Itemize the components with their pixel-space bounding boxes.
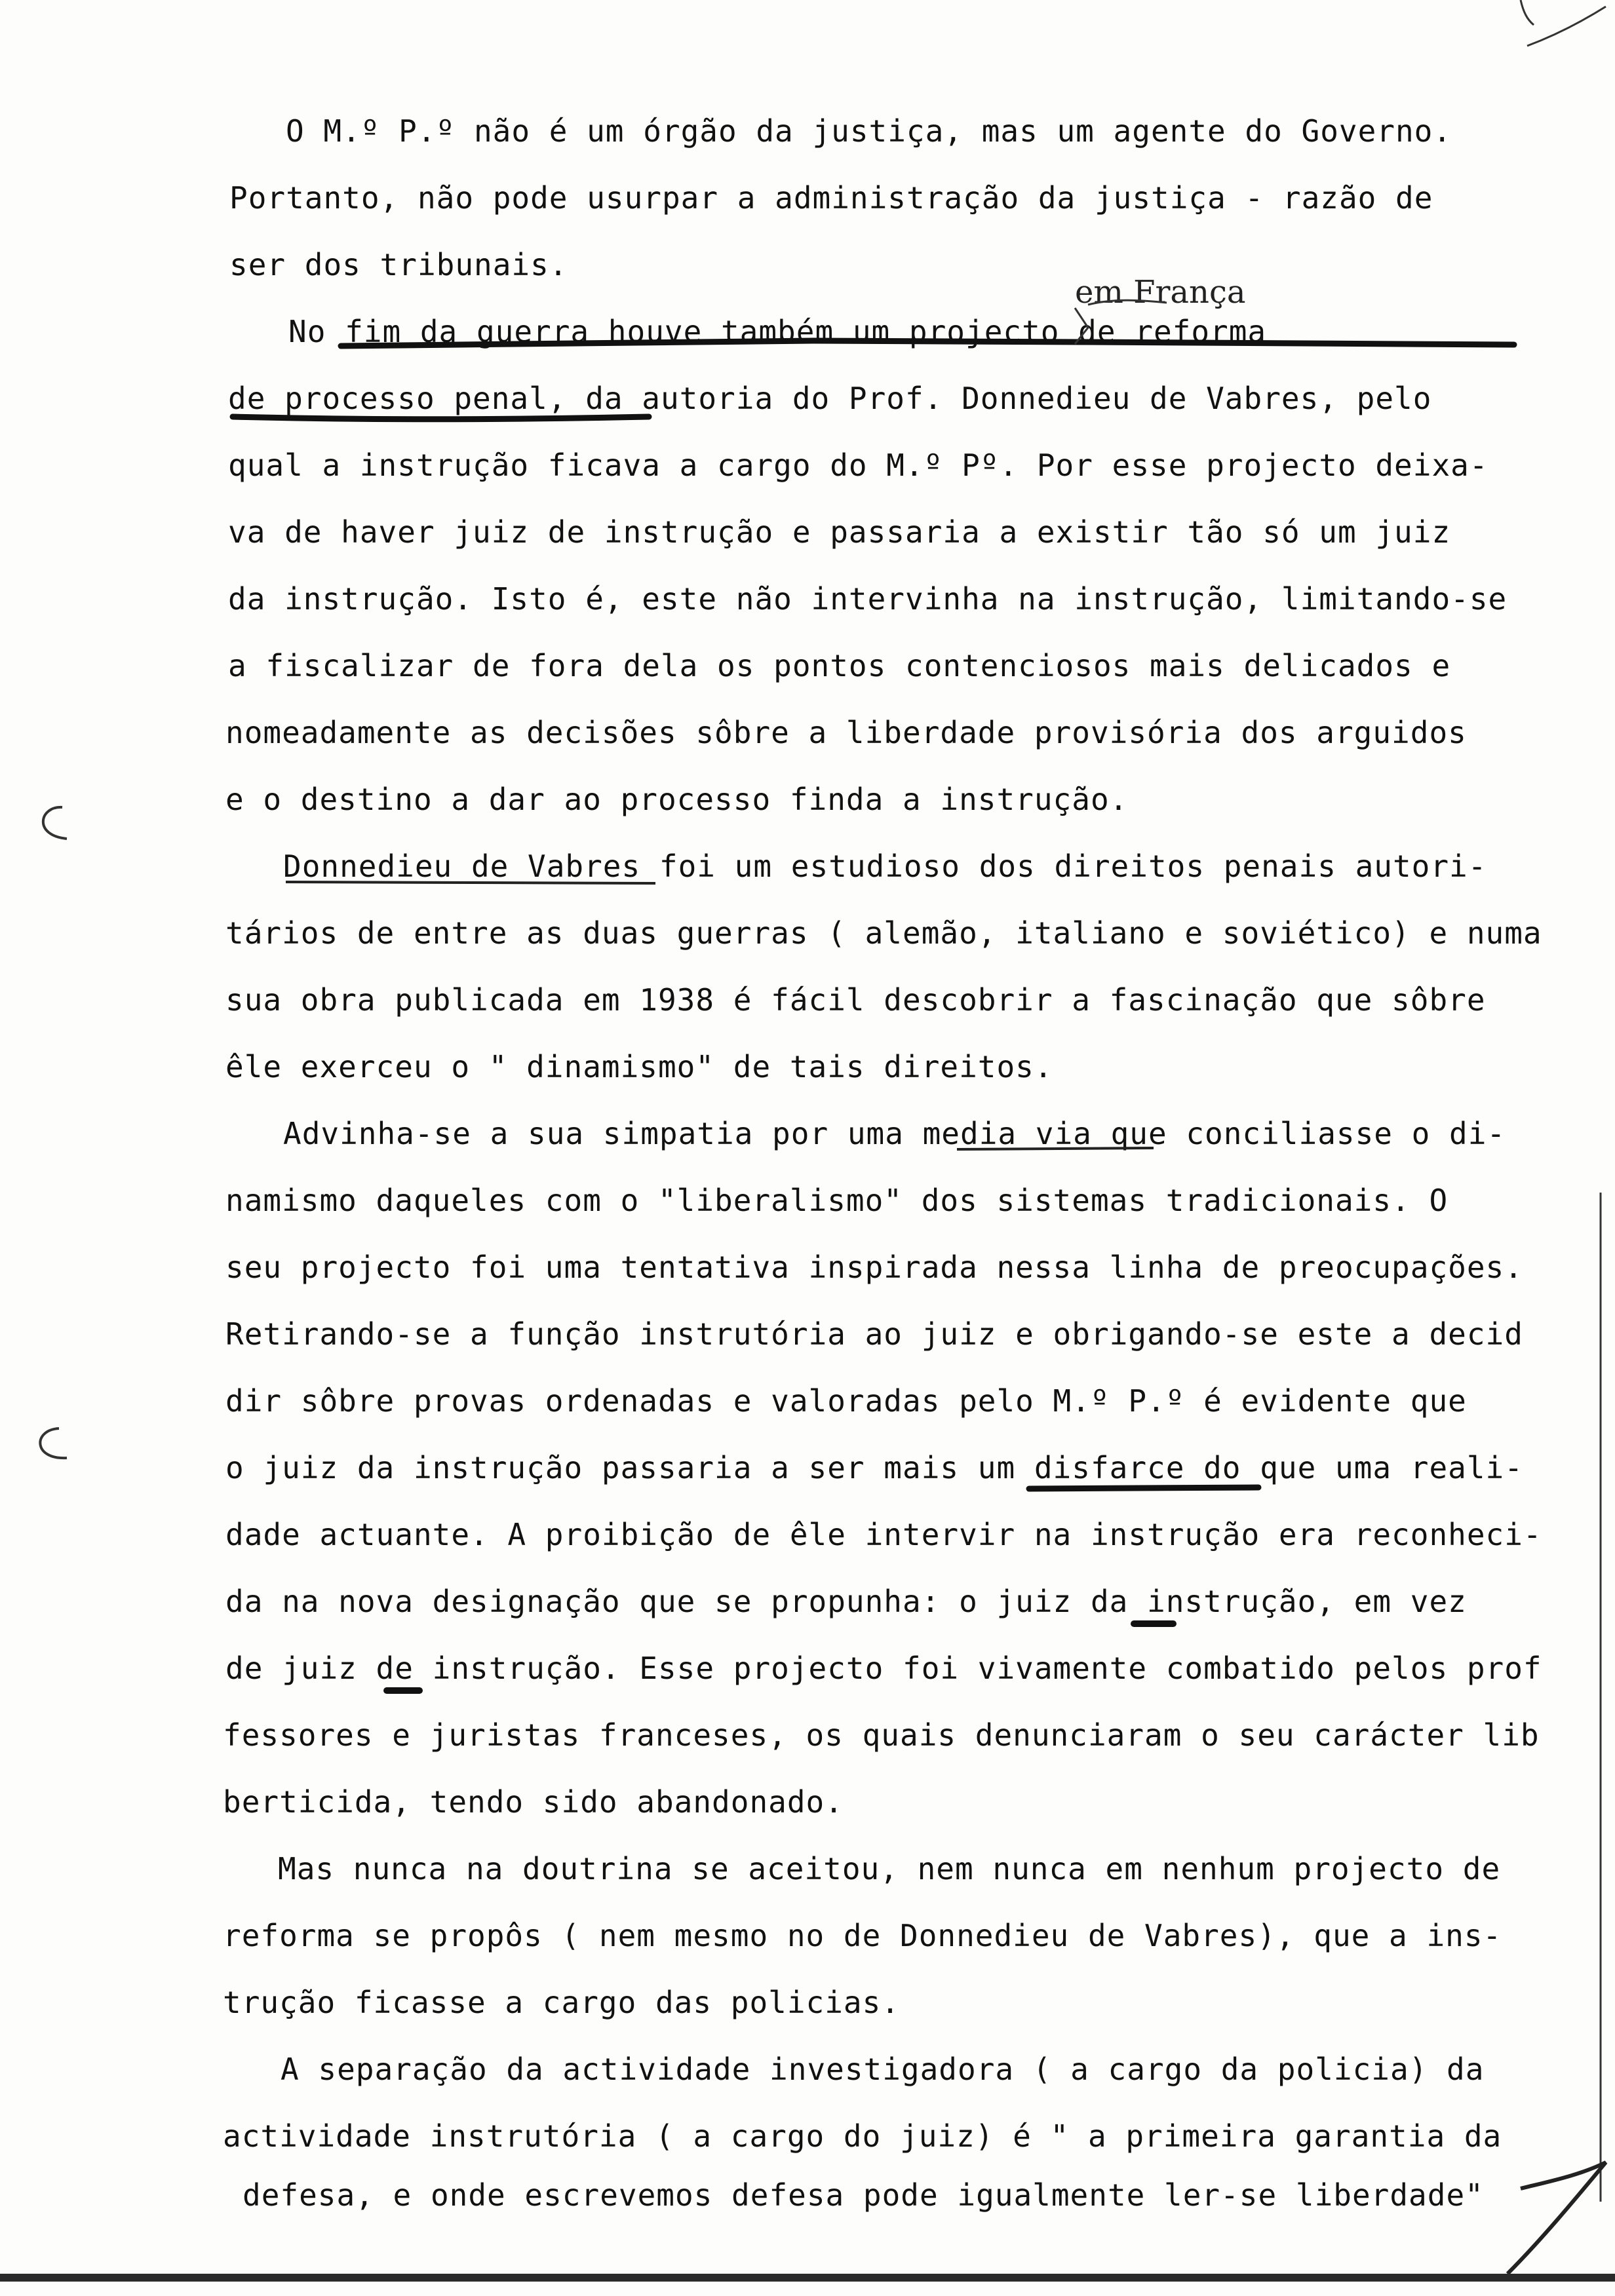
- text-line: de processo penal, da autoria do Prof. Donnedieu de Vabres, pelo: [228, 381, 1432, 416]
- scan-bottom-edge: [0, 2274, 1615, 2282]
- handwritten-insert: em França: [1075, 274, 1246, 311]
- text-line: da na nova designação que se propunha: o juiz da instrução, em vez: [225, 1584, 1467, 1619]
- text-line: va de haver juiz de instrução e passaria a existir tão só um juiz: [228, 514, 1451, 550]
- corner-scribble: [1508, 2162, 1606, 2274]
- text-line: o juiz da instrução passaria a ser mais um disfarce do que uma reali-: [225, 1450, 1523, 1485]
- text-line: berticida, tendo sido abandonado.: [223, 1784, 844, 1820]
- text-line: Mas nunca na doutrina se aceitou, nem nunca em nenhum projecto de: [278, 1851, 1501, 1886]
- text-line: actividade instrutória ( a cargo do juiz) é " a primeira garantia da: [223, 2118, 1502, 2154]
- punch-hole-icon: [26, 1422, 72, 1468]
- punch-hole-icon: [26, 799, 72, 845]
- text-line: dade actuante. A proibição de êle intervir na instrução era reconheci-: [225, 1517, 1542, 1552]
- text-line: No fim da guerra houve também um projecto de reforma: [288, 314, 1267, 349]
- text-line: defesa, e onde escrevemos defesa pode igualmente ler-se liberdade": [243, 2177, 1484, 2213]
- corner-pen-mark-icon: [1508, 0, 1612, 59]
- text-line: fessores e juristas franceses, os quais denunciaram o seu carácter lib: [223, 1717, 1540, 1753]
- text-line: nomeadamente as decisões sôbre a liberdade provisória dos arguidos: [225, 715, 1467, 750]
- text-line: reforma se propôs ( nem mesmo no de Donnedieu de Vabres), que a ins-: [223, 1918, 1502, 1953]
- text-line: Portanto, não pode usurpar a administração da justiça - razão de: [229, 180, 1433, 216]
- text-line: a fiscalizar de fora dela os pontos contenciosos mais delicados e: [228, 648, 1451, 683]
- text-line: Donnedieu de Vabres foi um estudioso dos direitos penais autori-: [283, 849, 1487, 884]
- text-line: seu projecto foi uma tentativa inspirada nessa linha de preocupações.: [225, 1250, 1523, 1285]
- underline-stroke: [1029, 1487, 1258, 1489]
- text-line: de juiz de instrução. Esse projecto foi vivamente combatido pelos prof: [225, 1651, 1542, 1686]
- text-line: êle exerceu o " dinamismo" de tais direitos.: [225, 1049, 1053, 1084]
- text-line: Advinha-se a sua simpatia por uma media via que conciliasse o di-: [283, 1116, 1506, 1151]
- text-line: A separação da actividade investigadora ( a cargo da policia) da: [281, 2052, 1485, 2087]
- text-line: Retirando-se a função instrutória ao juiz e obrigando-se este a decid: [225, 1316, 1523, 1352]
- text-line: qual a instrução ficava a cargo do M.º Pº. Por esse projecto deixa-: [228, 448, 1489, 483]
- text-line: ser dos tribunais.: [229, 247, 568, 282]
- text-line: dir sôbre provas ordenadas e valoradas pelo M.º P.º é evidente que: [225, 1383, 1467, 1419]
- text-line: e o destino a dar ao processo finda a instrução.: [225, 782, 1129, 817]
- text-line: sua obra publicada em 1938 é fácil descobrir a fascinação que sôbre: [225, 982, 1486, 1018]
- text-line: trução ficasse a cargo das policias.: [223, 1985, 900, 2020]
- text-line: da instrução. Isto é, este não intervinha na instrução, limitando-se: [228, 581, 1508, 617]
- text-line: O M.º P.º não é um órgão da justiça, mas um agente do Governo.: [286, 113, 1452, 149]
- text-line: tários de entre as duas guerras ( alemão, italiano e soviético) e numa: [225, 915, 1542, 951]
- text-line: namismo daqueles com o "liberalismo" dos sistemas tradicionais. O: [225, 1183, 1449, 1218]
